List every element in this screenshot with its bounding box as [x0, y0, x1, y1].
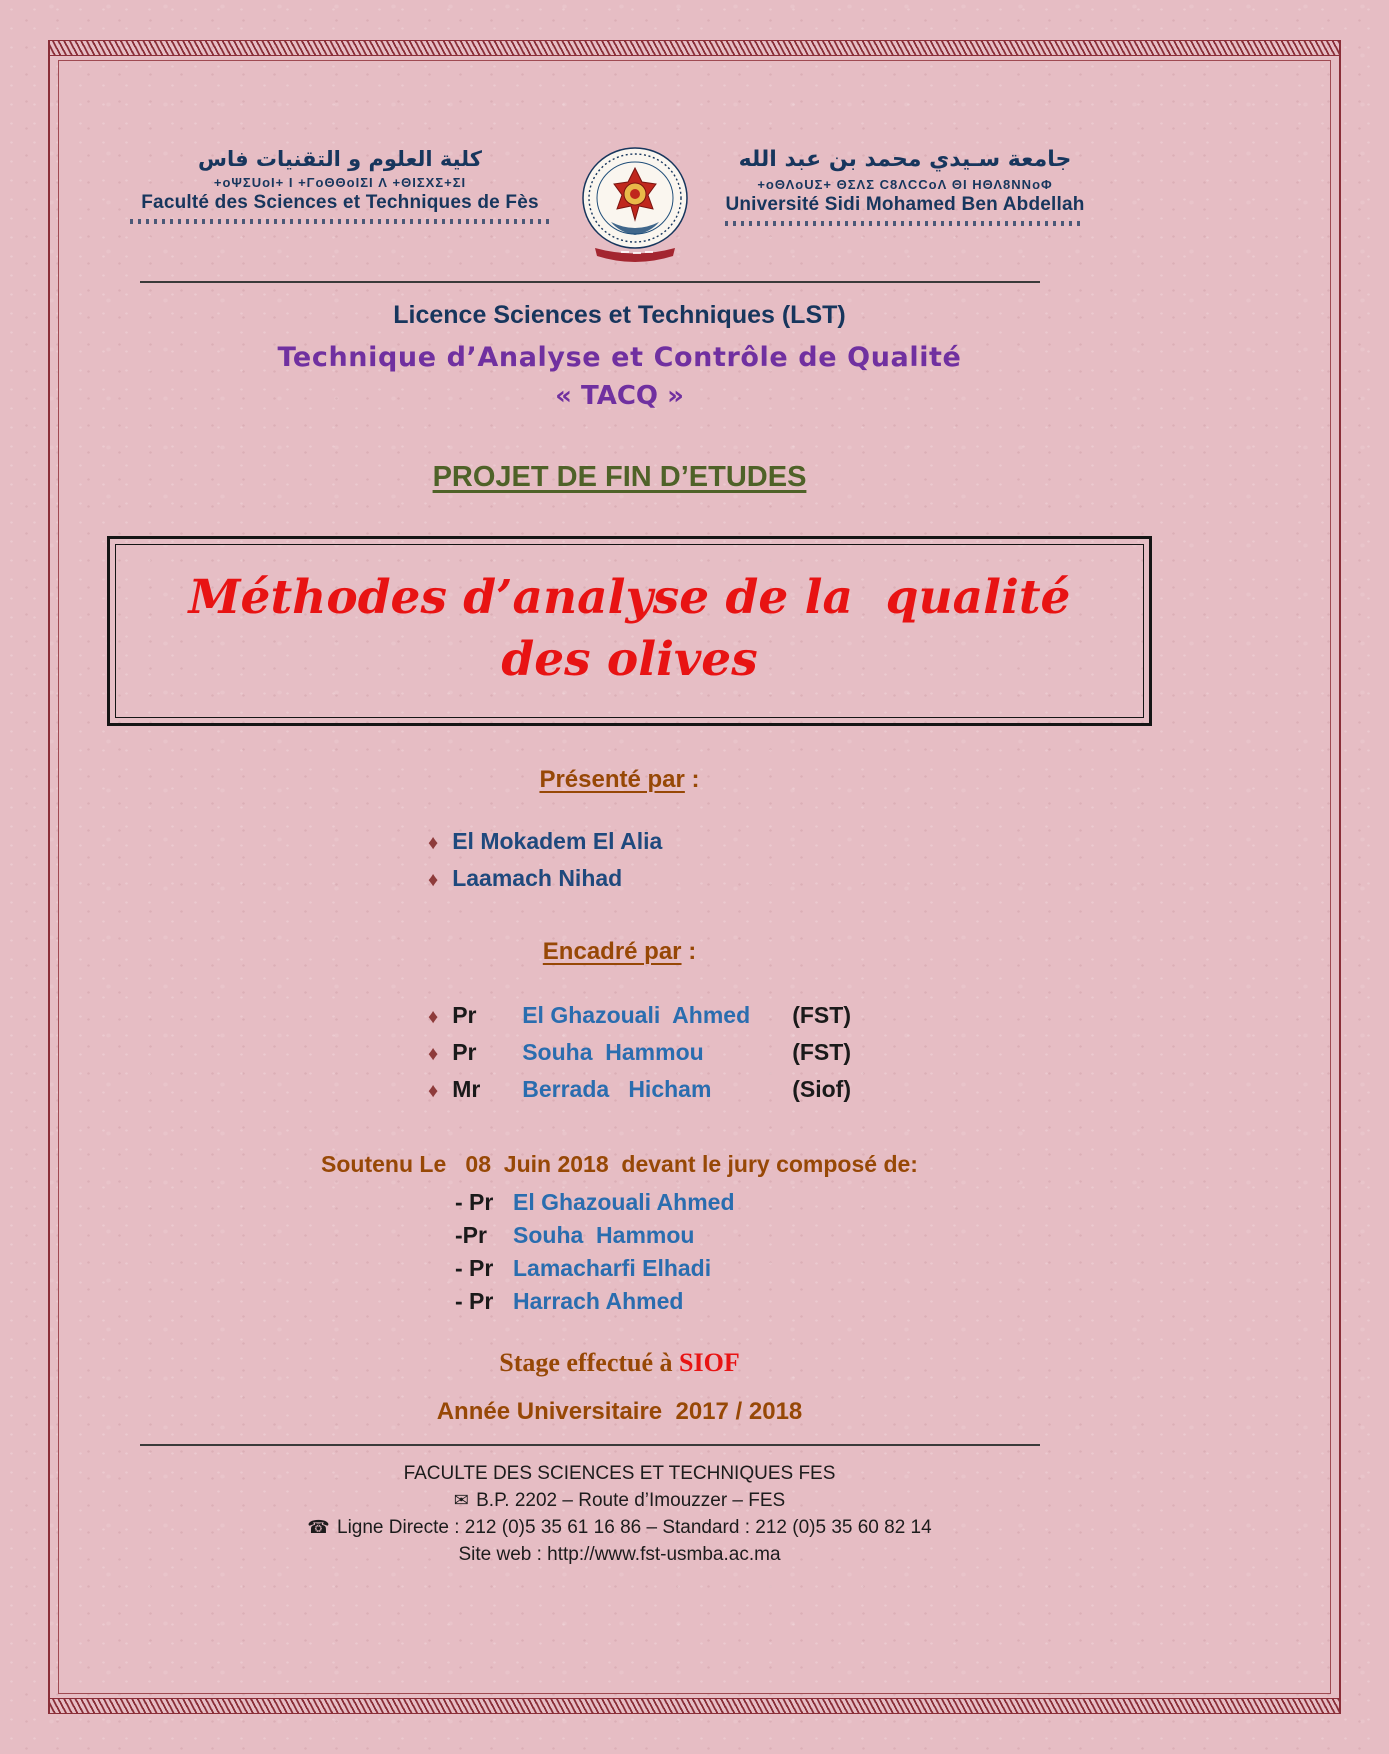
advisor-title: Pr: [452, 1002, 477, 1029]
advisor-title: Pr: [452, 1039, 477, 1066]
jury-name: Harrach Ahmed: [513, 1288, 684, 1315]
jury-title: - Pr: [455, 1189, 494, 1216]
footer-phones: ☎ Ligne Directe : 212 (0)5 35 61 16 86 – Standard : 212 (0)5 35 60 82 14: [307, 1517, 932, 1539]
jury-title: - Pr: [455, 1255, 494, 1282]
jury-title: -Pr: [455, 1222, 487, 1249]
project-heading: PROJET DE FIN D’ETUDES: [432, 461, 807, 493]
faculty-name-arabic: كلية العلوم و التقنيات فاس: [198, 147, 482, 171]
jury-name: El Ghazouali Ahmed: [513, 1189, 735, 1216]
university-logo-icon: [565, 146, 705, 264]
program-specialty: Technique d’Analyse et Contrôle de Qualité: [277, 342, 962, 373]
university-name-tifinagh: +oΘΛoUΣ+ ΘΣΛΣ C8ΛCCoΛ ΘI ΗΘΛ8ΝΝoΦ: [757, 176, 1053, 192]
jury-row: [455, 1252, 1164, 1285]
university-ornament-line: [725, 221, 1085, 226]
jury-row: [455, 1186, 1164, 1219]
diamond-bullet-icon: ♦: [428, 1006, 439, 1029]
student-row: [428, 861, 1164, 898]
diamond-bullet-icon: ♦: [428, 1043, 439, 1066]
faculty-ornament-line: [130, 219, 550, 224]
faculty-block: [130, 146, 550, 224]
academic-year: Année Universitaire 2017 / 2018: [436, 1398, 803, 1426]
advisors-list: [428, 998, 1164, 1109]
program-acronym: « TACQ »: [555, 381, 684, 411]
jury-list: [455, 1186, 1164, 1318]
diamond-bullet-icon: ♦: [428, 832, 439, 855]
footer-divider: [140, 1444, 1040, 1446]
faculty-name-tifinagh: +oΨΣUoI+ I +ΓoΘΘoIΣI Λ +ΘIΣXΣ+ΣI: [213, 175, 467, 191]
advisor-row: [428, 998, 1164, 1035]
footer-address: ✉ B.P. 2202 – Route d’Imouzzer – FES: [453, 1490, 786, 1512]
internship-company: SIOF: [679, 1348, 740, 1378]
report-title: Méthodes d’analyse de la qualité des olives: [188, 570, 1087, 688]
diamond-bullet-icon: ♦: [428, 869, 439, 892]
header-divider: [140, 281, 1040, 283]
footer-website: Site web : http://www.fst-usmba.ac.ma: [458, 1544, 781, 1566]
defense-intro: Soutenu Le 08 Juin 2018 devant le jury composé de:: [321, 1151, 918, 1178]
student-row: [428, 824, 1164, 861]
phone-icon: ☎: [307, 1517, 330, 1538]
advisor-org: (Siof): [792, 1076, 851, 1103]
mail-icon: ✉: [453, 1490, 469, 1511]
students-list: [428, 824, 1164, 898]
advisor-org: (FST): [792, 1002, 851, 1029]
university-block: [725, 146, 1085, 226]
advisor-row: [428, 1035, 1164, 1072]
advisor-name: El Ghazouali Ahmed: [522, 1002, 751, 1029]
title-box: [107, 536, 1152, 726]
faculty-name-french: Faculté des Sciences et Techniques de Fès: [141, 192, 539, 214]
jury-row: [455, 1219, 1164, 1252]
footer: [75, 1460, 1164, 1568]
student-name: Laamach Nihad: [452, 865, 623, 892]
advisor-org: (FST): [792, 1039, 851, 1066]
institution-header: [75, 146, 1164, 269]
internship-line: Stage effectué à SIOF: [499, 1348, 740, 1378]
title-box-inner: [115, 544, 1144, 718]
program-degree: Licence Sciences et Techniques (LST): [393, 301, 846, 329]
footer-institution: FACULTE DES SCIENCES ET TECHNIQUES FES: [403, 1463, 836, 1485]
logo-block: [565, 146, 705, 269]
presented-heading: Présenté par :: [539, 766, 700, 794]
advisor-title: Mr: [452, 1076, 481, 1103]
diamond-bullet-icon: ♦: [428, 1080, 439, 1103]
page-content: [75, 0, 1164, 1568]
jury-name: Lamacharfi Elhadi: [513, 1255, 712, 1282]
jury-row: [455, 1285, 1164, 1318]
student-name: El Mokadem El Alia: [452, 828, 663, 855]
supervision-heading: Encadré par :: [542, 938, 697, 966]
jury-name: Souha Hammou: [513, 1222, 695, 1249]
advisor-row: [428, 1072, 1164, 1109]
jury-title: - Pr: [455, 1288, 494, 1315]
advisor-name: Souha Hammou: [522, 1039, 704, 1066]
university-name-french: Université Sidi Mohamed Ben Abdellah: [725, 193, 1085, 215]
university-name-arabic: جامعة سـيدي محمد بن عبد الله: [738, 147, 1072, 172]
advisor-name: Berrada Hicham: [522, 1076, 712, 1103]
